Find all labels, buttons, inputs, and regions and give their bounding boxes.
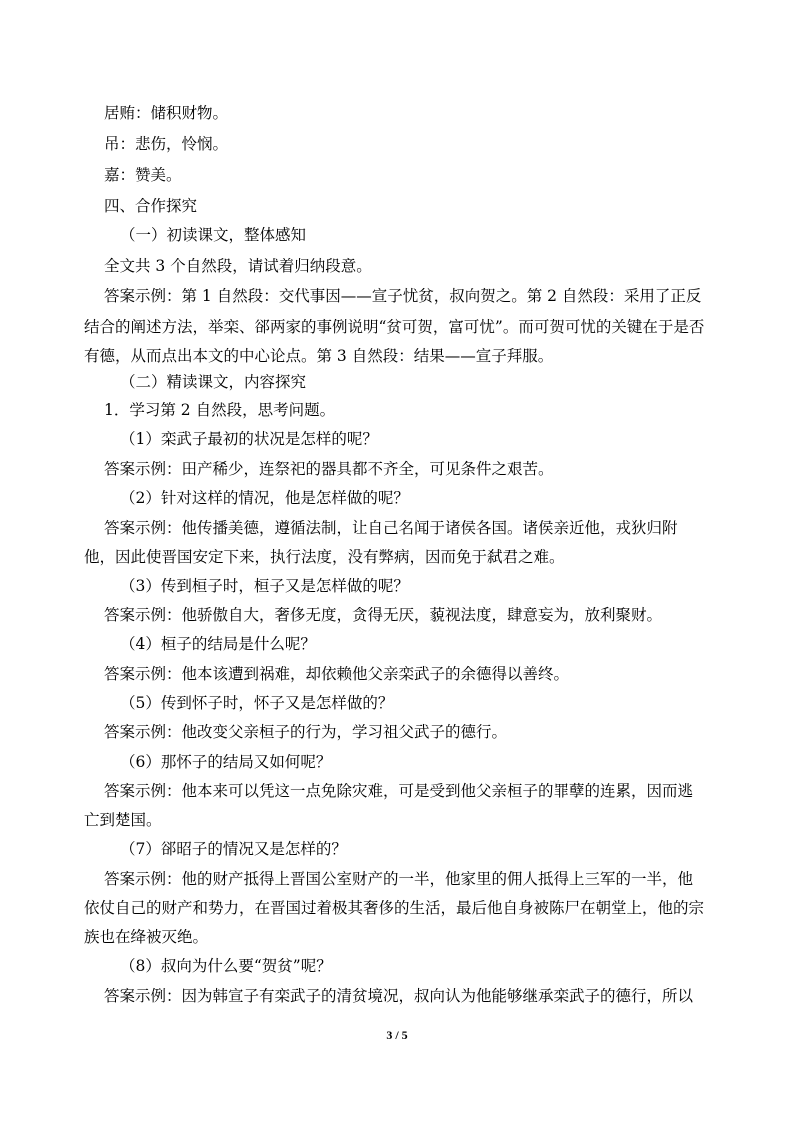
text-line: 1．学习第 2 自然段，思考问题。 <box>104 401 336 419</box>
question-line: （7）郤昭子的情况又是怎样的？ <box>120 840 347 858</box>
text-line: 答案示例：第 1 自然段：交代事因——宣子忧贫，叔向贺之。第 2 自然段：采用了正反 <box>104 287 702 305</box>
answer-line: 答案示例：他改变父亲桓子的行为，学习祖父武子的德行。 <box>104 723 508 741</box>
question-line: （5）传到怀子时，怀子又是怎样做的？ <box>120 694 394 712</box>
answer-line: 答案示例：田产稀少，连祭祀的器具都不齐全，可见条件之艰苦。 <box>104 460 554 478</box>
question-line: （2）针对这样的情况，他是怎样做的呢？ <box>120 489 409 507</box>
answer-line: 答案示例：他骄傲自大，奢侈无度，贪得无厌，藐视法度，肆意妄为，放利聚财。 <box>104 606 663 624</box>
subsection-heading: （一）初读课文，整体感知 <box>120 226 307 244</box>
question-line: （1）栾武子最初的状况是怎样的呢？ <box>120 430 378 448</box>
answer-line: 他，因此使晋国安定下来，执行法度，没有弊病，因而免于弑君之难。 <box>84 548 565 566</box>
text-line: 嘉：赞美。 <box>104 166 182 184</box>
text-line: 全文共 3 个自然段，请试着归纳段意。 <box>104 257 372 275</box>
subsection-heading: （二）精读课文，内容探究 <box>120 373 307 391</box>
answer-line: 答案示例：因为韩宣子有栾武子的清贫境况，叔向认为他能够继承栾武子的德行，所以 <box>104 987 694 1005</box>
text-line: 有德，从而点出本文的中心论点。第 3 自然段：结果——宣子拜服。 <box>84 347 554 365</box>
page-number: 3 / 5 <box>386 1028 408 1042</box>
answer-line: 答案示例：他传播美德，遵循法制，让自己名闻于诸侯各国。诸侯亲近他，戎狄归附 <box>104 519 678 537</box>
text-line: 结合的阐述方法，举栾、郤两家的事例说明“贫可贺，富可忧”。而可贺可忧的关键在于是否 <box>84 318 705 336</box>
question-line: （4）桓子的结局是什么呢？ <box>120 635 316 653</box>
answer-line: 答案示例：他的财产抵得上晋国公室财产的一半，他家里的佣人抵得上三军的一半，他 <box>104 870 694 888</box>
question-line: （6）那怀子的结局又如何呢？ <box>120 753 332 771</box>
section-heading: 四、合作探究 <box>104 197 198 215</box>
answer-line: 答案示例：他本来可以凭这一点免除灾难，可是受到他父亲桓子的罪孽的连累，因而逃 <box>104 782 694 800</box>
question-line: （3）传到桓子时，桓子又是怎样做的呢？ <box>120 577 409 595</box>
answer-line: 答案示例：他本该遭到祸难，却依赖他父亲栾武子的余德得以善终。 <box>104 665 570 683</box>
text-line: 居贿：储积财物。 <box>104 104 229 122</box>
answer-line: 族也在绛被灭绝。 <box>84 928 209 946</box>
answer-line: 亡到楚国。 <box>84 811 162 829</box>
question-line: （8）叔向为什么要“贺贫”呢？ <box>120 957 332 975</box>
answer-line: 依仗自己的财产和势力，在晋国过着极其奢侈的生活，最后他自身被陈尸在朝堂上，他的宗 <box>84 899 705 917</box>
text-line: 吊：悲伤，怜悯。 <box>104 135 229 153</box>
